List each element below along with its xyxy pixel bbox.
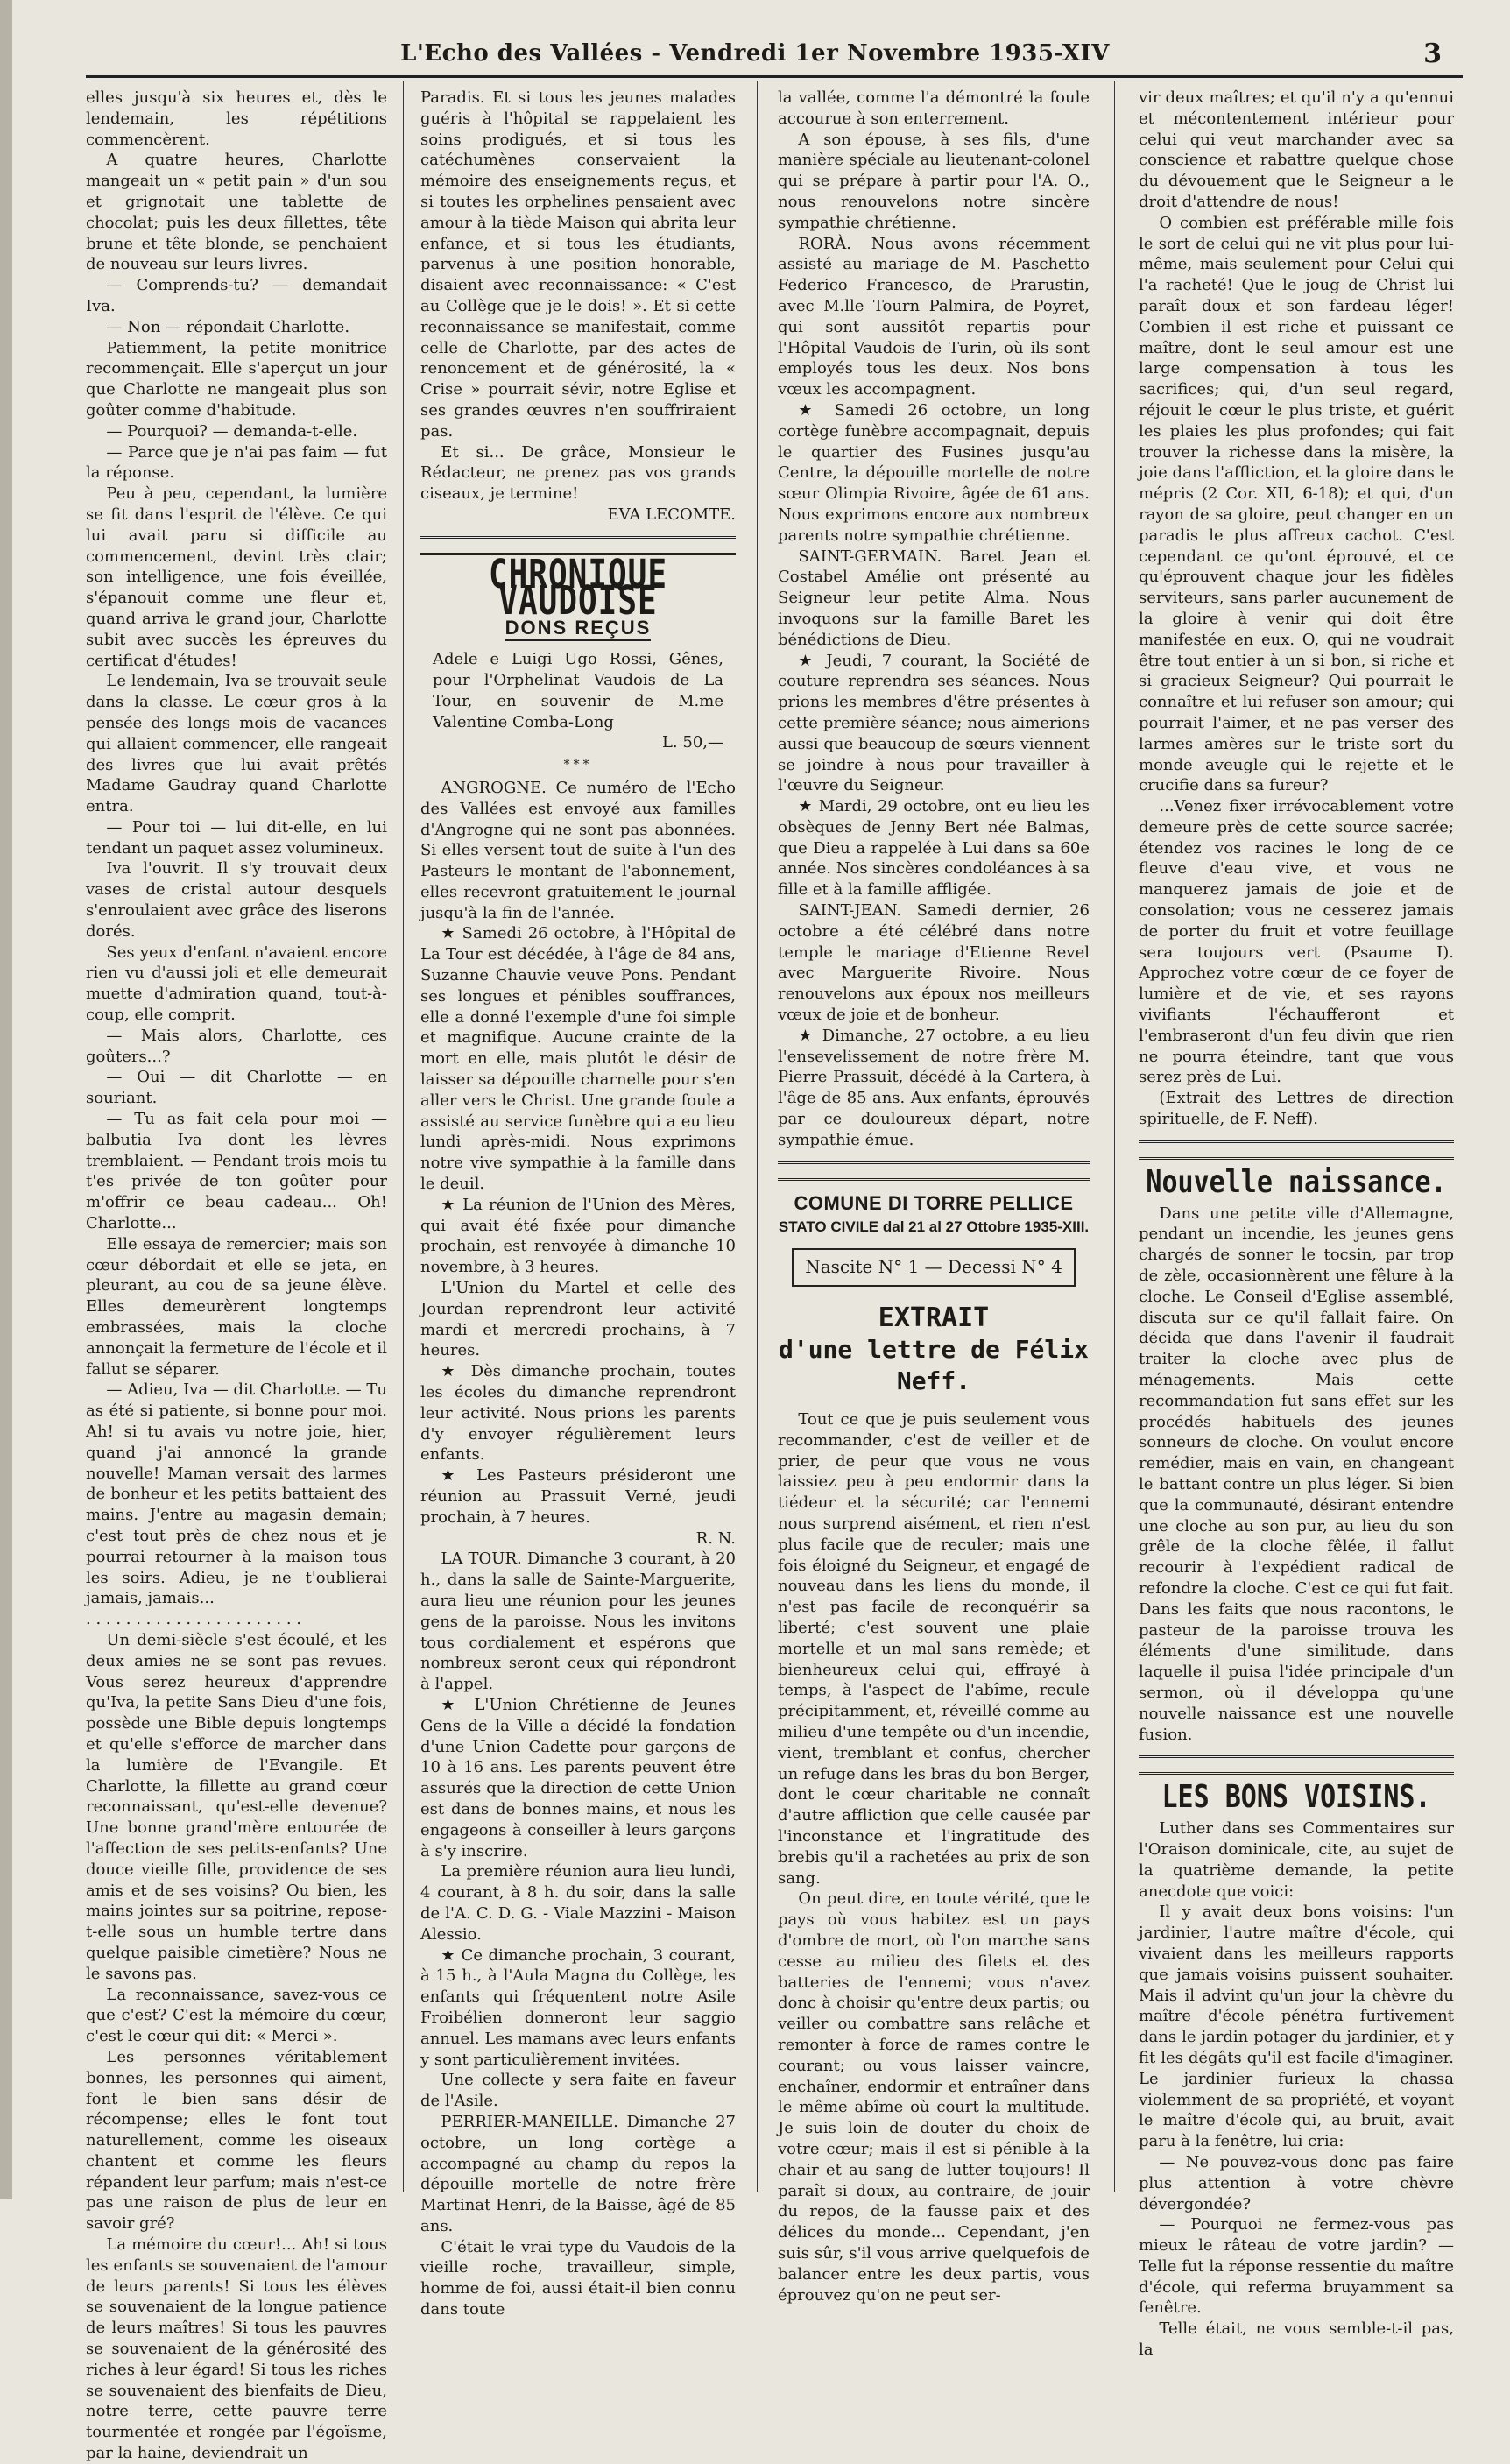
paragraph: ★ Samedi 26 octobre, un long cortège funèbre accompagnait, depuis le quartier des Fusines jusqu'au Centre, la dépouille mortelle de notre sœur Olimpia Rivoire, âgée de 61 ans. Nous exprimons encore aux nombreux parents notre sympathie chrétienne. [778,400,1090,545]
paragraph: — Pour toi — lui dit-elle, en lui tendant un paquet assez volumineux. [86,817,387,858]
paragraph: SAINT-JEAN. Samedi dernier, 26 octobre a été célébré dans notre temple le mariage d'Etienne Revel avec Marguerite Rivoire. Nous renouvelons aux époux nos meilleurs vœux de joie et de bonheur. [778,901,1090,1025]
column-divider [757,81,758,2192]
paragraph: — Pourquoi? — demanda-t-elle. [106,421,358,441]
donation-amount: L. 50,— [661,733,723,752]
paragraph: — Non — répondait Charlotte. [106,317,350,336]
extrait-heading [778,1303,1090,1397]
paragraph: La première réunion aura lieu lundi, 4 courant, à 8 h. du soir, dans la salle de l'A. C. D. G. - Viale Mazzini - Maison Alessio. [420,1862,736,1944]
paragraph: — Adieu, Iva — dit Charlotte. — Tu as été si patiente, si bonne pour moi. Ah! si tu avais vu notre joie, hier, quand j'ai annoncé la grande nouvelle! Maman versait des larmes de bonheur et les petits battaient des mains. J'entre au magasin demain; c'est tout près de chez nous et je pourrai retourner à la maison tous les soirs. Adieu, je ne t'oublierai jamais, jamais... [86,1380,387,1608]
paragraph: ★ L'Union Chrétienne de Jeunes Gens de la Ville a décidé la fondation d'une Union Cadette pour garçons de 10 à 16 ans. Les parents peuvent être assurés que la direction de cette Union est dans de bonnes mains, et nous les engageons à conseiller à leurs garçons à s'y inscrire. [420,1695,736,1860]
paragraph: Telle était, ne vous semble-t-il pas, la [1139,2319,1454,2360]
comune-heading: COMUNE DI TORRE PELLICE [794,1191,1074,1214]
bons-voisins-heading: LES BONS VOISINS. [1161,1778,1431,1816]
paragraph: — Parce que je n'ai pas faim — fut la réponse. [86,442,387,483]
paragraph: Elle essaya de remercier; mais son cœur débordait et elle se jeta, en pleurant, au cou de sa jeune élève. Elles demeurèrent longtemps embrassées, mais la cloche annonçait la fermeture de l'école et il fallut se séparer. [86,1234,387,1379]
paragraph: — Comprends-tu? — demandait Iva. [86,276,387,315]
page-header [0,0,1510,77]
paragraph: Le lendemain, Iva se trouvait seule dans la classe. Le cœur gros à la pensée des longs mois de vacances qui allaient commencer, elle rangeait des livres que lui avait prêtés Madame Gaudray quand Charlotte entra. [86,672,387,816]
double-rule-separator [1139,1755,1454,1775]
donation-text: Adele e Luigi Ugo Rossi, Gênes, pour l'Orphelinat Vaudois de La Tour, en souvenir de M.me Valentine Comba-Long [433,650,723,731]
paragraph: Une collecte y sera faite en faveur de l'Asile. [420,2071,736,2111]
paragraph: ...Venez fixer irrévocablement votre demeure près de cette source sacrée; étendez vos racines le long de ce fleuve d'eau vive, et vous ne manquerez jamais de joie et de consolation; vous ne cesserez jamais de porter du fruit et votre feuillage sera toujours vert (Psaume I). Approchez votre cœur de ce foyer de lumière et de vie, et ses rayons vivifiants l'échaufferont et l'embraseront d'un feu divin que rien ne pourra éteindre, tant que vous serez près de Lui. [1139,797,1454,1087]
paragraph: RORÀ. Nous avons récemment assisté au mariage de M. Paschetto Federico Francesco, de Prarustin, avec M.lle Tourn Palmira, de Poyret, qui sont aussitôt repartis pour l'Hôpital Vaudois de Turin, où ils sont employés tous les deux. Nos bons vœux les accompagnent. [778,234,1090,399]
paragraph: Il y avait deux bons voisins: l'un jardinier, l'autre maître d'école, qui vivaient dans les meilleurs rapports que jamais voisins puissent souhaiter. Mais il advint qu'un jour la chèvre du maître d'école pénétra furtivement dans le jardin potager du jardinier, et y fit les dégâts qu'il est facile d'imaginer. Le jardinier furieux la chassa violemment de sa propriété, et voyant le maître d'école qui, au bruit, avait paru à la fenêtre, lui cria: [1139,1903,1454,2151]
paragraph: Paradis. Et si tous les jeunes malades guéris à l'hôpital se rappelaient les soins prodigués, et si tous les catéchumènes conservaient la mémoire des enseignements reçus, et si toutes les orphelines pensaient avec amour à la tiède Maison qui abrita leur enfance, et si tous les étudiants, parvenus à une position honorable, disaient avec reconnaissance: « C'est au Collège que je le dois! ». Et si cette reconnaissance se manifestait, comme celle de Charlotte, par des actes de renoncement et de générosité, la « Crise » pourrait sévir, notre Eglise et ses grandes œuvres n'en souffriraient pas. [420,88,736,441]
paragraph: PERRIER-MANEILLE. Dimanche 27 octobre, un long cortège a accompagné au champ du repos la dépouille mortelle de notre frère Martinat Henri, de la Baisse, âgé de 85 ans. [420,2112,736,2235]
section-heading: CHRONIQUE VAUDOISE [488,552,668,624]
column-3 [778,88,1090,2305]
paragraph: Patiemment, la petite monitrice recommençait. Elle s'aperçut un jour que Charlotte ne mangeait plus son goûter comme d'habitude. [86,338,387,420]
column-1 [86,88,387,2463]
paragraph: ★ Dimanche, 27 octobre, a eu lieu l'ensevelissement de notre frère M. Pierre Prassuit, décédé à la Cartera, à l'âge de 85 ans. Aux enfants, éprouvés par ce douloureux départ, notre sympathie émue. [778,1026,1090,1149]
paragraph: ★ Dès dimanche prochain, toutes les écoles du dimanche reprendront leur activité. Nous prions les parents d'y envoyer régulièrement leurs enfants. [420,1362,736,1465]
paragraph: ANGROGNE. Ce numéro de l'Echo des Vallées est envoyé aux familles d'Angrogne qui ne sont pas abonnées. Si elles versent tout de suite à l'un des Pasteurs le montant de l'abonnement, elles recevront gratuitement le journal jusqu'à la fin de l'année. [420,778,736,922]
nouvelle-naissance-heading: Nouvelle naissance. [1146,1163,1447,1201]
article-signature: EVA LECOMTE. [607,505,736,524]
civil-status-box: Nascite N° 1 — Decessi N° 4 [792,1248,1076,1287]
paragraph: La reconnaissance, savez-vous ce que c'est? C'est la mémoire du cœur, c'est le cœur qui dit: « Merci ». [86,1985,387,2046]
dotted-separator: . . . . . . . . . . . . . . . . . . . . . . [86,1610,302,1629]
paragraph: Tout ce que je puis seulement vous recommander, c'est de veiller et de prier, de peur que vous ne vous laissiez peu à peu endormir dans la tiédeur et la sécurité; car l'ennemi nous surprend aisément, et rien n'est plus facile que de reculer; mais une fois éloigné du Seigneur, et engagé de nouveau dans les liens du monde, il n'est pas facile de reconquérir sa liberté; c'est souvent une plaie mortelle et un mal sans remède; et bienheureux celui qui, effrayé à temps, à l'aspect de l'abîme, recule précipitamment, et, réveillé comme au milieu d'une tempête ou d'un incendie, vient, tremblant et confus, chercher un refuge dans les bras du bon Berger, dont le cœur charitable ne connaît d'autre affliction que celle causée par l'inconstance et l'ingratitude des brebis qu'il a rachetées au prix de son sang. [778,1410,1090,1888]
paragraph: ★ Les Pasteurs présideront une réunion au Prassuit Verné, jeudi prochain, à 7 heures. [420,1466,736,1527]
paragraph: ★ Jeudi, 7 courant, la Société de couture reprendra ses séances. Nous prions les membres d'être présentes à cette première séance; nous aimerions aussi que beaucoup de sœurs viennent se joindre à nous pour travailler à l'œuvre du Seigneur. [778,651,1090,795]
paragraph: — Oui — dit Charlotte — en souriant. [86,1068,387,1108]
donation-entry [420,649,736,753]
paragraph: — Pourquoi ne fermez-vous pas mieux le râteau de votre jardin? — Telle fut la réponse ressentie du maître d'école, qui referma bruyamment sa fenêtre. [1139,2215,1454,2318]
paragraph: — Tu as fait cela pour moi — balbutia Iva dont les lèvres tremblaient. — Pendant trois mois tu t'es privée de ton goûter pour m'offrir ce beau cadeau... Oh! Charlotte... [86,1110,387,1233]
paragraph: — Mais alors, Charlotte, ces goûters...? [86,1026,387,1066]
paragraph: ★ Ce dimanche prochain, 3 courant, à 15 h., à l'Aula Magna du Collège, les enfants qui fréquentent notre Asile Froibélien donneront leur saggio annuel. Les mamans avec leurs enfants y sont particulièrement invitées. [420,1945,736,2069]
dons-heading-text: DONS REÇUS [505,617,652,641]
paragraph: (Extrait des Lettres de direction spirituelle, de F. Neff). [1139,1089,1454,1129]
paragraph: Un demi-siècle s'est écoulé, et les deux amies ne se sont pas revues. Vous serez heureux d'apprendre qu'Iva, la petite Sans Dieu d'une fois, possède une Bible depuis longtemps et qu'elle s'efforce de marcher dans la lumière de l'Evangile. Et Charlotte, la fillette au grand cœur reconnaissant, qu'est-elle devenue? Une bonne grand'mère entourée de l'affection de ses petits-enfants? Une douce vieille fille, providence de ses amis et de ses voisins? Ou bien, les mains jointes sur sa poitrine, repose-t-elle sous un humble tertre dans quelque paisible cimetière? Nous ne le savons pas. [86,1630,387,1983]
page-edge-shadow [0,0,12,2199]
paragraph: L'Union du Martel et celle des Jourdan reprendront leur activité mardi et mercredi prochains, à 7 heures. [420,1279,736,1360]
paragraph: ★ Mardi, 29 octobre, ont eu lieu les obsèques de Jenny Bert née Balmas, que Dieu a rappelée à Lui dans sa 60e année. Nos sincères condoléances à sa fille et à la famille affligée. [778,797,1090,900]
paragraph: ★ La réunion de l'Union des Mères, qui avait été fixée pour dimanche prochain, est renvoyée à dimanche 10 novembre, à 3 heures. [420,1195,736,1277]
double-rule-separator [778,1161,1090,1181]
paragraph: A quatre heures, Charlotte mangeait un « petit pain » d'un sou et grignotait une tablette de chocolat; puis les deux fillettes, tête brune et tête blonde, se penchaient de nouveau sur leurs livres. [86,151,387,274]
paragraph: On peut dire, en toute vérité, que le pays où vous habitez est un pays d'ombre de mort, où l'on marche sans cesse au milieu des filets et des batteries de l'ennemi; vous n'avez donc à choisir qu'entre deux partis; ou veiller ou combattre sans relâche et remonter à force de rames contre le courant; ou vous laisser vaincre, enchaîner, endormir et entraîner dans le même abîme où court la multitude. Je suis loin de douter du choix de votre cœur; mais il est si pénible à la chair et au sang de lutter toujours! Il paraît si doux, au contraire, de jouir du repos, de la fausse paix et des délices du monde... Cependant, j'en suis sûr, s'il vous arrive quelquefois de balancer entre les deux partis, vous éprouvez qu'on ne peut ser- [778,1889,1090,2305]
column-2 [420,88,736,2319]
paragraph: SAINT-GERMAIN. Baret Jean et Costabel Amélie ont présenté au Seigneur leur petite Alma. Nous invoquons sur la famille Baret les bénédictions de Dieu. [778,547,1090,649]
paragraph: Ses yeux d'enfant n'avaient encore rien vu d'aussi joli et elle demeurait muette d'admiration quand, tout-à-coup, elle comprit. [86,943,387,1025]
column-4 [1139,88,1454,2360]
paragraph: C'était le vrai type du Vaudois de la vieille roche, travailleur, simple, homme de foi, aussi était-il bien connu dans toute [420,2237,736,2319]
stars-separator: *** [563,758,593,773]
article-signature: R. N. [695,1529,736,1548]
paragraph: A son épouse, à ses fils, d'une manière spéciale au lieutenant-colonel qui se prépare à partir pour l'A. O., nous renouvelons notre sincère sympathie chrétienne. [778,130,1090,232]
page-number: 3 [1423,39,1442,69]
extrait-heading-line-1: EXTRAIT [878,1303,990,1334]
paragraph: la vallée, comme l'a démontré la foule accourue à son enterrement. [778,88,1090,128]
paragraph: LA TOUR. Dimanche 3 courant, à 20 h., dans la salle de Sainte-Marguerite, aura lieu une réunion pour les jeunes gens de la paroisse. Nous les invitons tous cordialement et espérons que nombreux seront ceux qui répondront à l'appel. [420,1550,736,1694]
paragraph: Et si... De grâce, Monsieur le Rédacteur, ne prenez pas vos grands ciseaux, je termine! [420,442,736,504]
paragraph: Luther dans ses Commentaires sur l'Oraison dominicale, cite, au sujet de la quatrième demande, la petite anecdote que voici: [1139,1819,1454,1901]
paragraph: ★ Samedi 26 octobre, à l'Hôpital de La Tour est décédée, à l'âge de 84 ans, Suzanne Chauvie veuve Pons. Pendant ses longues et pénibles souffrances, elle a donné l'exemple d'une foi simple et magnifique. Aucune crainte de la mort en elle, mais plutôt le désir de laisser sa dépouille charnelle pour s'en aller vers le Christ. Une grande foule a assisté au service funèbre qui a eu lieu lundi après-midi. Nous exprimons notre vive sympathie à la famille dans le deuil. [420,924,736,1194]
column-divider [403,81,404,2192]
paragraph: Peu à peu, cependant, la lumière se fit dans l'esprit de l'élève. Ce qui lui avait paru si difficile au commencement, devint très clair; son intelligence, une fois éveillée, s'épanouit comme une fleur et, quand arriva le grand jour, Charlotte subit avec succès les épreuves du certificat d'études! [86,484,387,670]
paragraph: O combien est préférable mille fois le sort de celui qui ne vit plus pour lui-même, mais seulement pour Celui qui l'a racheté! Que le joug de Christ lui paraît doux et son fardeau léger! Combien il est riche et puissant ce maître, dont le seul amour est une large compensation à tous les sacrifices; qui, d'un seul regard, réjouit le cœur le plus triste, et guérit les plaies les plus profondes; qui fait trouver la richesse dans la misère, la joie dans l'affliction, et la gloire dans le mépris (2 Cor. XII, 6-18); et qui, d'un rayon de sa gloire, peut changer en un paradis le plus affreux cachot. C'est cependant ce qu'ont éprouvé, et ce qu'éprouvent chaque jour les fidèles serviteurs, sans parler aucunement de la gloire à venir qui doit être manifestée en eux. O, qui ne voudrait être tout entier à un si bon, si riche et si gracieux Seigneur? Qui pourrait le connaître et lui refuser son amour; qui pourrait l'aimer, et ne pas verser des larmes amères sur le triste sort du monde aveugle qui le rejette et le crucifie dans sa fureur? [1139,213,1454,795]
column-divider [1114,81,1115,2192]
paragraph: elles jusqu'à six heures et, dès le lendemain, les répétitions commencèrent. [86,88,387,149]
paragraph: vir deux maîtres; et qu'il n'y a qu'ennui et mécontentement intérieur pour celui qui veut marchander avec sa conscience et rabattre quelque chose du dévouement que le Seigneur a le droit d'attendre de nous! [1139,88,1454,211]
extrait-heading-line-2: d'une lettre de Félix Neff. [778,1335,1089,1396]
stato-civile-subheading: STATO CIVILE dal 21 al 27 Ottobre 1935-XIII. [778,1218,1090,1236]
paragraph: La mémoire du cœur!... Ah! si tous les enfants se souvenaient de l'amour de leurs parents! Si tous les élèves se souvenaient de la longue patience de leurs maîtres! Si tous les pauvres se souvenaient de la générosité des riches à leur égard! Si tous les riches se souvenaient des bienfaits de Dieu, notre terre, cette pauvre terre tourmentée et rongée par l'égoïsme, par la haine, deviendrait un [86,2235,387,2463]
newspaper-title: L'Echo des Vallées - Vendredi 1er Novembre 1935-XIV [400,40,1110,67]
double-rule-separator [1139,1140,1454,1160]
paragraph: Les personnes véritablement bonnes, les personnes qui aiment, font le bien sans désir de récompense; elles le font tout naturellement, comme les oiseaux chantent et comme les fleurs répandent leur parfum; mais n'est-ce pas une raison de plus de leur en savoir gré? [86,2047,387,2234]
paragraph: — Ne pouvez-vous donc pas faire plus attention à votre chèvre dévergondée? [1139,2152,1454,2213]
header-rule [86,75,1463,78]
paragraph: Iva l'ouvrit. Il s'y trouvait deux vases de cristal autour desquels s'enroulaient avec grâce des liserons dorés. [86,859,387,941]
paragraph: Dans une petite ville d'Allemagne, pendant un incendie, les jeunes gens chargés de sonner le tocsin, par trop de zèle, occasionnèrent une fêlure à la cloche. Le Conseil d'Eglise assemblé, discuta sur ce qu'il fallait faire. On décida que dans l'avenir il faudrait traiter la cloche avec plus de ménagements. Mais cette recommandation fut sans effet sur les procédés habituels des jeunes sonneurs de cloche. On voulut encore remédier, mais en vain, en changeant le battant contre un plus léger. Si bien que la communauté, désirant entendre une cloche au son pur, au lieu du son grêle de la cloche fêlée, il fallut recourir à l'expédient radical de refondre la cloche. C'est ce qui fut fait. Dans les faits que nous racontons, le pasteur de la paroisse trouva les éléments d'une similitude, dans laquelle il puisa l'idée principale d'un sermon, où il développa qu'une nouvelle naissance est une nouvelle fusion. [1139,1204,1454,1744]
